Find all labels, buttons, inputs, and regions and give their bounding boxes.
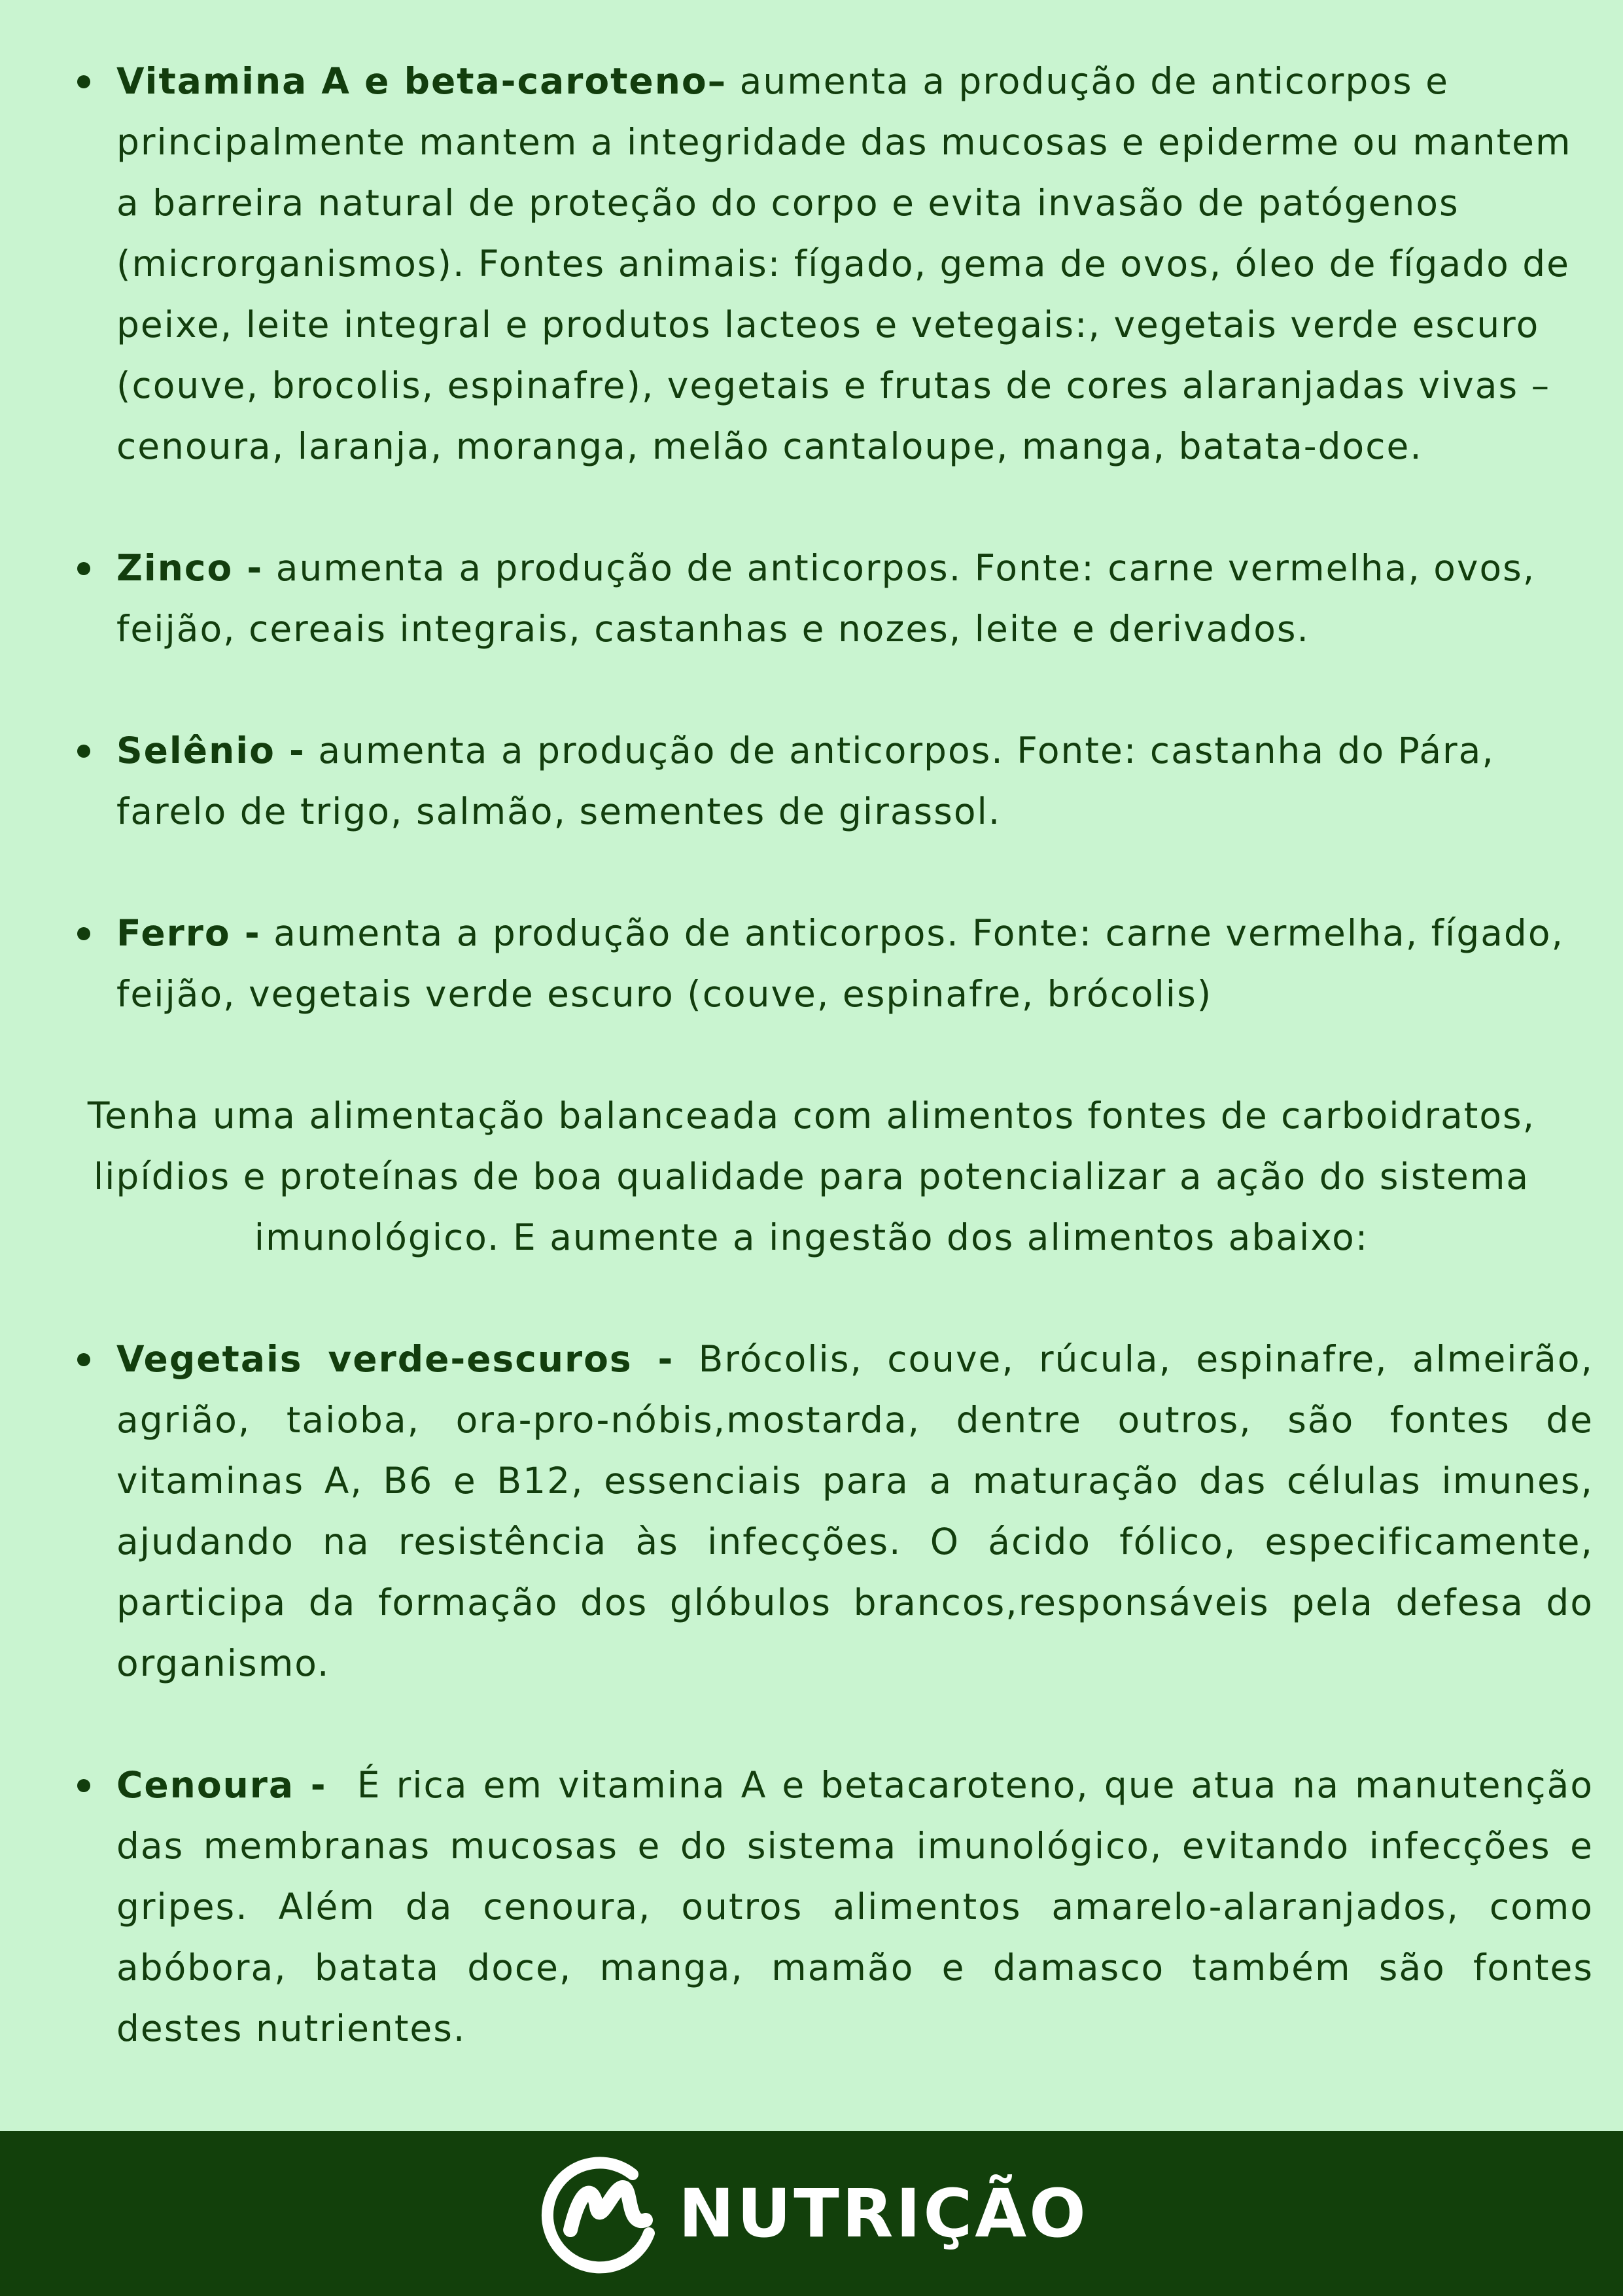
bullet-text: aumenta a produção de anticorpos. Fonte: carne vermelha, fígado, feijão, vegetais verde escuro (couve, espinafre, brócolis) (116, 912, 1564, 1015)
bullet-ferro (116, 903, 1594, 1025)
footer-bar (0, 2131, 1623, 2296)
brand-name: NUTRIÇÃO (678, 2174, 1089, 2253)
bullet-icon (77, 1353, 90, 1366)
bullet-icon (77, 745, 90, 758)
bullet-icon (77, 75, 90, 88)
bullet-selenio (116, 720, 1594, 842)
bullet-vitamina-a (116, 51, 1594, 477)
bullet-title: Zinco - (116, 547, 264, 589)
nutrition-logo-icon (534, 2148, 665, 2279)
bullet-title: Ferro - (116, 912, 261, 954)
bullet-text: É rica em vitamina A e betacaroteno, que atua na manutenção das membranas mucosas e do sistema imunológico, evitando infecções e gripes. Além da cenoura, outros alimentos amarelo-alaranjados, como abóbora, batata doce, manga, mamão e damasco também são fontes destes nutrientes. (116, 1764, 1607, 2049)
document-body (0, 51, 1623, 2059)
bullet-text: Brócolis, couve, rúcula, espinafre, almeirão, agrião, taioba, ora-pro-nóbis,mostarda, dentre outros, são fontes de vitaminas A, B6 e B12, essenciais para a maturação das células imunes, ajudando na resistência às infecções. O ácido fólico, especificamente, participa da formação dos glóbulos brancos,responsáveis pela defesa do organismo. (116, 1338, 1594, 1684)
bullet-title: Vegetais verde-escuros - (116, 1338, 674, 1380)
bullet-icon (77, 562, 90, 575)
bullet-zinco (116, 538, 1594, 660)
bullet-text: aumenta a produção de anticorpos. Fonte: carne vermelha, ovos, feijão, cereais integrais, castanhas e nozes, leite e derivados. (116, 547, 1536, 650)
bullet-text: aumenta a produção de anticorpos. Fonte: castanha do Pára, farelo de trigo, salmão, sementes de girassol. (116, 730, 1495, 832)
bullet-title: Vitamina A e beta-caroteno– (116, 60, 727, 102)
brand-logo (534, 2148, 1089, 2279)
bullet-icon (77, 1779, 90, 1792)
bullet-cenoura (116, 1755, 1607, 2059)
bullet-title: Cenoura - (116, 1764, 327, 1806)
bullet-title: Selênio - (116, 730, 305, 771)
bullet-icon (77, 927, 90, 940)
intro-paragraph: Tenha uma alimentação balanceada com alimentos fontes de carboidratos, lipídios e proteínas de boa qualidade para potencializar a ação do sistema imunológico. E aumente a ingestão dos alimentos abaixo: (87, 1095, 1536, 1258)
bullet-text: aumenta a produção de anticorpos e principalmente mantem a integridade das mucosas e epiderme ou mantem a barreira natural de proteção do corpo e evita invasão de patógenos (microrganismos). Fontes animais: fígado, gema de ovos, óleo de fígado de peixe, leite integral e produtos lacteos e vetegais:, vegetais verde escuro (couve, brocolis, espinafre), vegetais e frutas de cores alaranjadas vivas – cenoura, laranja, moranga, melão cantaloupe, manga, batata-doce. (116, 60, 1572, 467)
bullet-vegetais (116, 1329, 1594, 1694)
